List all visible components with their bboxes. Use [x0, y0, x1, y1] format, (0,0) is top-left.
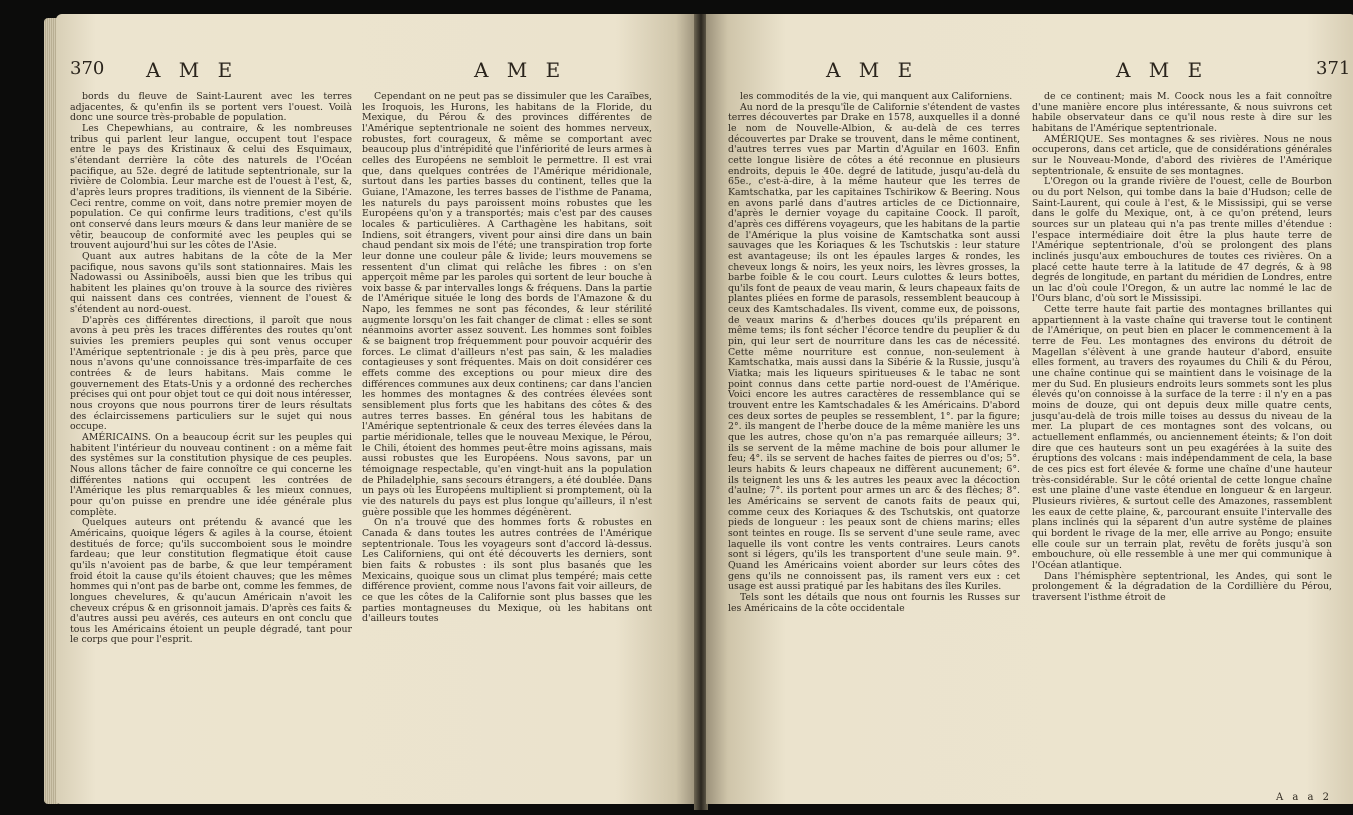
paragraph: Quant aux autres habitans de la côte de la Mer pacifique, nous savons qu'ils sont stationnaires. Mais les Nadowassi ou Assiniboëls, aussi bien que les tribus qui habitent les plaines qu'on trouve à la source des rivières qui naissent dans ces contrées, viennent de l'ouest & s'étendent au nord-ouest.	[70, 250, 352, 316]
paragraph: L'Oregon ou la grande rivière de l'ouest, celle de Bourbon ou du port Nelson, qui tombe dans la baie d'Hudson; celle de Saint-Laurent, qui coule à l'est, & le Mississipi, qui se verse dans le golfe du Mexique, ont, à ce qu'on prétend, leurs sources sur un plateau qui n'a pas trente milles d'étendue : l'espace intermédiaire doit être la plus haute terre de l'Amérique septentrionale, d'où se prolongent des plans inclinés jusqu'aux embouchures de toutes ces rivières. On a placé cette haute terre à la latitude de 47 degrés, & à 98 degrés de longitude, en partant du méridien de Londres, entre un lac d'où coule l'Oregon, & un autre lac nommé le lac de l'Ours blanc, d'où sort le Mississipi.	[1032, 176, 1332, 305]
paragraph: D'après ces différentes directions, il paroît que nous avons à peu près les traces différentes des routes qu'ont suivies les premiers peuples qui sont venus occuper l'Amérique septentrionale : je dis à peu près, parce que nous n'avons qu'une connoissance très-imparfaite de ces contrées & de leurs habitans. Mais comme le gouvernement des Etats-Unis y a ordonné des recherches précises qui ont pour objet tout ce qui doit nous intéresser, nous croyons que nous pourrons tirer de leurs résultats des éclaircissemens particuliers sur le sujet qui nous occupe.	[70, 314, 352, 433]
right-page	[706, 14, 1353, 804]
paragraph: Au nord de la presqu'île de Californie s'étendent de vastes terres découvertes par Drake en 1578, auxquelles il a donné le nom de Nouvelle-Albion, & au-delà de ces terres découvertes par Drake se trouvent, dans le même continent, d'autres terres vues par Martin d'Aguilar en 1603. Enfin cette longue lisière de côtes a été reconnue en plusieurs endroits, depuis le 40e. degré de latitude, jusqu'au-delà du 65e., c'est-à-dire, à la même hauteur que les terres de Kamtschatka, par les capitaines Tschirikow & Beering. Nous en avons parlé dans d'autres articles de ce Dictionnaire, d'après le dernier voyage du capitaine Coock. Il paroît, d'après ces différens voyageurs, que les habitans de la partie de l'Amérique la plus voisine de Kamtschatka sont aussi sauvages que les Koriaques & les Tschutskis : leur stature est avantageuse; ils ont les épaules larges & rondes, les cheveux longs & noirs, les yeux noirs, les lèvres grosses, la barbe foible & le cou court. Leurs culottes & leurs bottes, qu'ils font de peaux de veau marin, & leurs chapeaux faits de plantes pliées en forme de parasols, ressemblent beaucoup à ceux des Kamtschadales. Ils vivent, comme eux, de poissons, de veaux marins & d'herbes douces qu'ils préparent en même tems; ils font sécher l'écorce tendre du peuplier & du pin, qui leur sert de nourriture dans les cas de nécessité. Cette même nourriture est connue, non-seulement à Kamtschatka, mais aussi dans la Sibérie & la Russie, jusqu'à Viatka; mais les liqueurs spiritueuses & le tabac ne sont point connus dans cette partie nord-ouest de l'Amérique. Voici encore les autres caractères de ressemblance qui se trouvent entre les Kamtschadales & les Américains. D'abord ces deux sortes de peuples se ressemblent, 1°. par la figure; 2°. ils mangent de l'herbe douce de la même manière les uns que les autres, chose qu'on n'a pas remarquée ailleurs; 3°. ils se servent de la même machine de bois pour allumer le feu; 4°. ils se servent de haches faites de pierres ou d'os; 5°. leurs habits & leurs chapeaux ne diffèrent aucunement; 6°. ils teignent les uns & les autres les peaux avec la décoction d'aulne; 7°. ils portent pour armes un arc & des flèches; 8°. les Américains se servent de canots faits de peaux qui, comme ceux des Koriaques & des Tschutskis, ont quatorze pieds de longueur : les peaux sont de chiens marins; elles sont teintes en rouge. Ils se servent d'une seule rame, avec laquelle ils vont contre les vents contraires. Leurs canots sont si légers, qu'ils les transportent d'une seule main. 9°. Quand les Américains voient aborder sur leurs côtes des gens qu'ils ne connoissent pas, ils rament vers eux : cet usage est aussi pratiqué par les habitans des îles Kuriles.	[728, 101, 1020, 593]
running-head: A M E	[146, 58, 239, 82]
running-head: A M E	[1116, 58, 1209, 82]
paragraph: Tels sont les détails que nous ont fournis les Russes sur les Américains de la côte occidentale	[728, 591, 1020, 614]
paragraph: On n'a trouvé que des hommes forts & robustes en Canada & dans toutes les autres contrées de l'Amérique septentrionale. Tous les voyageurs sont d'accord là-dessus. Les Californiens, qui ont été découverts les derniers, sont bien faits & robustes : ils sont plus basanés que les Mexicains, quoique sous un climat plus tempéré; mais cette différence provient, comme nous l'avons fait voir ailleurs, de ce que les côtes de la Californie sont plus basses que les parties montagneuses du Mexique, où les habitans ont d'ailleurs toutes	[362, 517, 652, 625]
page-number: 370	[70, 58, 105, 79]
paragraph: Cependant on ne peut pas se dissimuler que les Caraïbes, les Iroquois, les Hurons, les habitans de la Floride, du Mexique, du Pérou & des provinces différentes de l'Amérique septentrionale ne soient des hommes nerveux, robustes, fort courageux, & même se comportant avec beaucoup plus d'intrépidité que l'infériorité de leurs armes à celles des Européens ne sembloit le permettre. Il est vrai que, dans quelques contrées de l'Amérique méridionale, surtout dans les parties basses du continent, telles que la Guiane, l'Amazone, les terres basses de l'isthme de Panama, les naturels du pays paroissent moins robustes que les Européens qu'on y a transportés; mais c'est par des causes locales & particulières. A Carthagène les habitans, soit Indiens, soit étrangers, vivent pour ainsi dire dans un bain chaud pendant six mois de l'été; une transpiration trop forte leur donne une couleur pâle & livide; leurs mouvemens se ressentent d'un climat qui relâche les fibres : on s'en apperçoit même par les paroles qui sortent de leur bouche à voix basse & par intervalles longs & fréquens. Dans la partie de l'Amérique située le long des bords de l'Amazone & du Napo, les femmes ne sont pas fécondes, & leur stérilité augmente lorsqu'on les fait changer de climat : elles se sont néanmoins avorter assez souvent. Les hommes sont foibles & se baignent trop fréquemment pour pouvoir acquérir des forces. Le climat d'ailleurs n'est pas sain, & les maladies contagieuses y sont fréquentes. Mais on doit considérer ces effets comme des exceptions ou pour mieux dire des différences communes aux deux continens; car dans l'ancien les hommes des montagnes & des contrées élevées sont sensiblement plus forts que les habitans des côtes & des autres terres basses. En général tous les habitans de l'Amérique septentrionale & ceux des terres élevées dans la partie méridionale, telles que le nouveau Mexique, le Pérou, le Chili, étoient des hommes peut-être moins agissans, mais aussi robustes que les Européens. Nous savons, par un témoignage respectable, qu'en vingt-huit ans la population de Philadelphie, sans secours étrangers, a été doublée. Dans un pays où les Européens multiplient si promptement, où la vie des naturels du pays est plus longue qu'ailleurs, il n'est guère possible que les hommes dégénèrent.	[362, 91, 652, 518]
running-head: A M E	[826, 58, 919, 82]
running-head: A M E	[474, 58, 567, 82]
paragraph: Cette terre haute fait partie des montagnes brillantes qui appartiennent à la vaste chaîne qui traverse tout le continent de l'Amérique, on peut bien en placer le commencement à la terre de Feu. Les montagnes des environs du détroit de Magellan s'élèvent à une grande hauteur d'abord, ensuite elles forment, au travers des royaumes du Chili & du Pérou, une chaîne continue qui se maintient dans le voisinage de la mer du Sud. En plusieurs endroits leurs sommets sont les plus élevés qu'on connoisse à la surface de la terre : il n'y en a pas moins de douze, qui ont depuis deux mille quatre cents, jusqu'au-delà de trois mille toises au dessus du niveau de la mer. La plupart de ces montagnes sont des volcans, ou actuellement enflammés, ou anciennement éteints; & l'on doit dire que ces hauteurs sont un peu exagérées à la suite des éruptions des volcans : mais indépendamment de cela, la base de ces pics est fort élevée & forme une chaîne d'une hauteur très-considérable. Sur le côté oriental de cette longue chaîne est une plaine d'une vaste étendue en longueur & en largeur. Plusieurs rivières, & surtout celle des Amazones, rassemblent les eaux de cette plaine, &, parcourant ensuite l'intervalle des plans inclinés qui la séparent d'un autre systême de plaines qui bordent le rivage de la mer, elle arrive au Pongo; ensuite elle coule sur un terrain plat, revêtu de forêts jusqu'à son embouchure, où elle ressemble à une mer qui communique à l'Océan atlantique.	[1032, 304, 1332, 571]
left-page	[56, 14, 696, 804]
paragraph: Dans l'hémisphère septentrional, les Andes, qui sont le prolongement & la dégradation de la Cordillière du Pérou, traversent l'isthme étroit de	[1032, 570, 1332, 603]
text-column	[728, 92, 1020, 614]
text-column	[70, 92, 352, 646]
paragraph: les commodités de la vie, qui manquent aux Californiens.	[740, 91, 1013, 102]
paragraph: Quelques auteurs ont prétendu & avancé que les Américains, quoique légers & agiles à la course, étoient destitués de force; qu'ils succomboient sous le moindre fardeau; que leur constitution flegmatique étoit cause qu'ils n'avoient pas de barbe, & que leur tempérament froid étoit la cause qu'ils étoient chauves; que les mêmes hommes qui n'ont pas de barbe ont, comme les femmes, de longues chevelures, & qu'aucun Américain n'avoit les cheveux crépus & en grisonnoit jamais. D'après ces faits & d'autres aussi peu avérés, ces auteurs en ont conclu que tous les Américains étoient un peuple dégradé, tant pour le corps que pour l'esprit.	[70, 517, 352, 646]
page-number: 371	[1316, 58, 1351, 79]
signature-mark: A a a 2	[1276, 792, 1333, 803]
paragraph: Les Chepewhians, au contraire, & les nombreuses tribus qui parlent leur langue, occupent tout l'espace entre le pays des Kristinaux & celui des Esquimaux, s'étendant derrière la côte des naturels de l'Océan pacifique, au 52e. degré de latitude septentrionale, sur la rivière de Colombia. Leur marche est de l'ouest à l'est, &, d'après leurs propres traditions, ils viennent de la Sibérie. Ceci rentre, comme on voit, dans notre premier moyen de population. Ce qui confirme leurs traditions, c'est qu'ils ont conservé dans leurs mœurs & dans leur manière de se vêtir, beaucoup de conformité avec les peuples qui se trouvent aujourd'hui sur les côtes de l'Asie.	[70, 122, 352, 252]
paragraph: AMÉRICAINS. On a beaucoup écrit sur les peuples qui habitent l'intérieur du nouveau continent : on a même fait des systêmes sur la constitution physique de ces peuples. Nous allons tâcher de faire connoître ce qui concerne les différentes nations qui occupent les contrées de l'Amérique les plus remarquables & les mieux connues, pour qu'on puisse en prendre une idée générale plus complète.	[70, 432, 352, 518]
text-column	[1032, 92, 1332, 604]
open-book	[30, 14, 1351, 810]
paragraph: AMÉRIQUE. Ses montagnes & ses rivières. Nous ne nous occuperons, dans cet article, que de considérations générales sur le Nouveau-Monde, d'abord des rivières de l'Amérique septentrionale, & ensuite de ses montagnes.	[1032, 133, 1332, 177]
paragraph: bords du fleuve de Saint-Laurent avec les terres adjacentes, & qu'enfin ils se portent vers l'ouest. Voilà donc une source très-probable de population.	[70, 91, 352, 124]
text-column	[362, 92, 652, 625]
paragraph: de ce continent; mais M. Coock nous les a fait connoître d'une manière encore plus intéressante, & nous suivrons cet habile observateur dans ce qu'il nous reste à dire sur les habitans de l'Amérique septentrionale.	[1032, 91, 1332, 134]
